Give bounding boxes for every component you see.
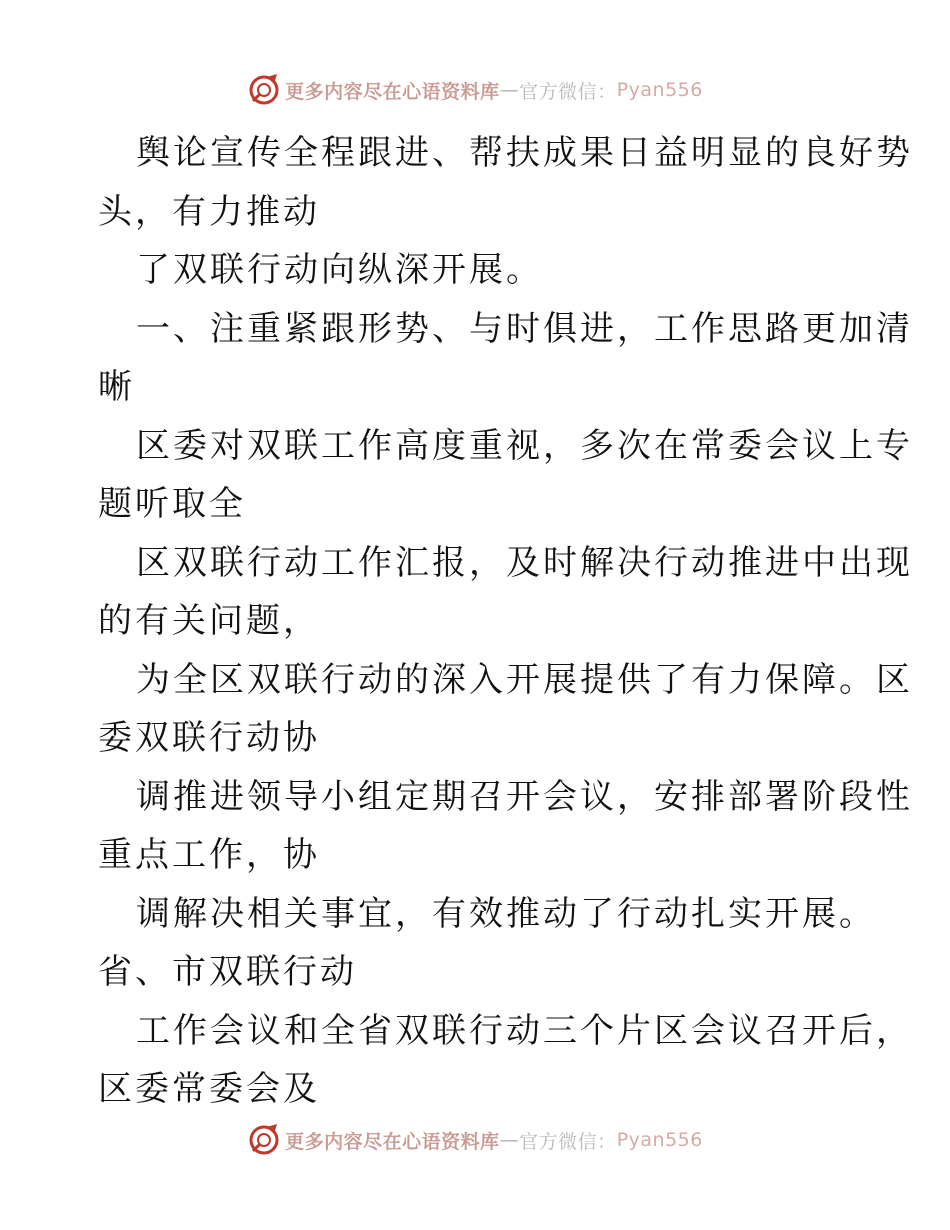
text-line: 重点工作，协 — [98, 835, 320, 875]
text-line: 委双联行动协 — [98, 718, 320, 758]
text-line: 了双联行动向纵深开展。 — [136, 250, 543, 290]
text-line: 区双联行动工作汇报，及时解决行动推进中出现 — [136, 542, 913, 583]
text-line: 为全区双联行动的深入开展提供了有力保障。区 — [136, 659, 913, 700]
watermark-wechat-label: 官方微信： — [519, 80, 617, 103]
text-line: 题听取全 — [98, 484, 246, 524]
text-line: 工作会议和全省双联行动三个片区会议召开后， — [136, 1010, 913, 1051]
text-line: 调推进领导小组定期召开会议，安排部署阶段性 — [136, 776, 913, 817]
text-line: 舆论宣传全程跟进、帮扶成果日益明显的良好势 — [136, 133, 913, 173]
watermark-wechat-id: Pyan556 — [616, 1129, 703, 1151]
watermark-dash: — — [499, 79, 520, 101]
pen-logo-icon — [247, 1123, 281, 1157]
watermark-wechat-label: 官方微信： — [519, 1130, 617, 1153]
header-watermark-banner — [0, 70, 950, 110]
text-line: 一、注重紧跟形势、与时俱进，工作思路更加清 — [136, 308, 913, 349]
text-line: 省、市双联行动 — [98, 952, 357, 992]
watermark-dash: — — [499, 1129, 520, 1151]
text-line: 头，有力推动 — [98, 191, 320, 232]
watermark-main-text: 更多内容尽在心语资料库 — [285, 1130, 500, 1153]
text-line: 区委常委会及 — [98, 1069, 320, 1109]
footer-watermark-banner — [0, 1120, 950, 1160]
document-body — [98, 124, 913, 1119]
text-line: 晰 — [98, 367, 135, 407]
watermark-wechat-id: Pyan556 — [616, 79, 703, 101]
text-line: 的有关问题， — [98, 601, 320, 641]
text-line: 调解决相关事宜，有效推动了行动扎实开展。 — [136, 893, 876, 934]
text-line: 区委对双联工作高度重视，多次在常委会议上专 — [136, 425, 913, 466]
watermark-main-text: 更多内容尽在心语资料库 — [285, 80, 500, 103]
pen-logo-icon — [247, 73, 281, 107]
